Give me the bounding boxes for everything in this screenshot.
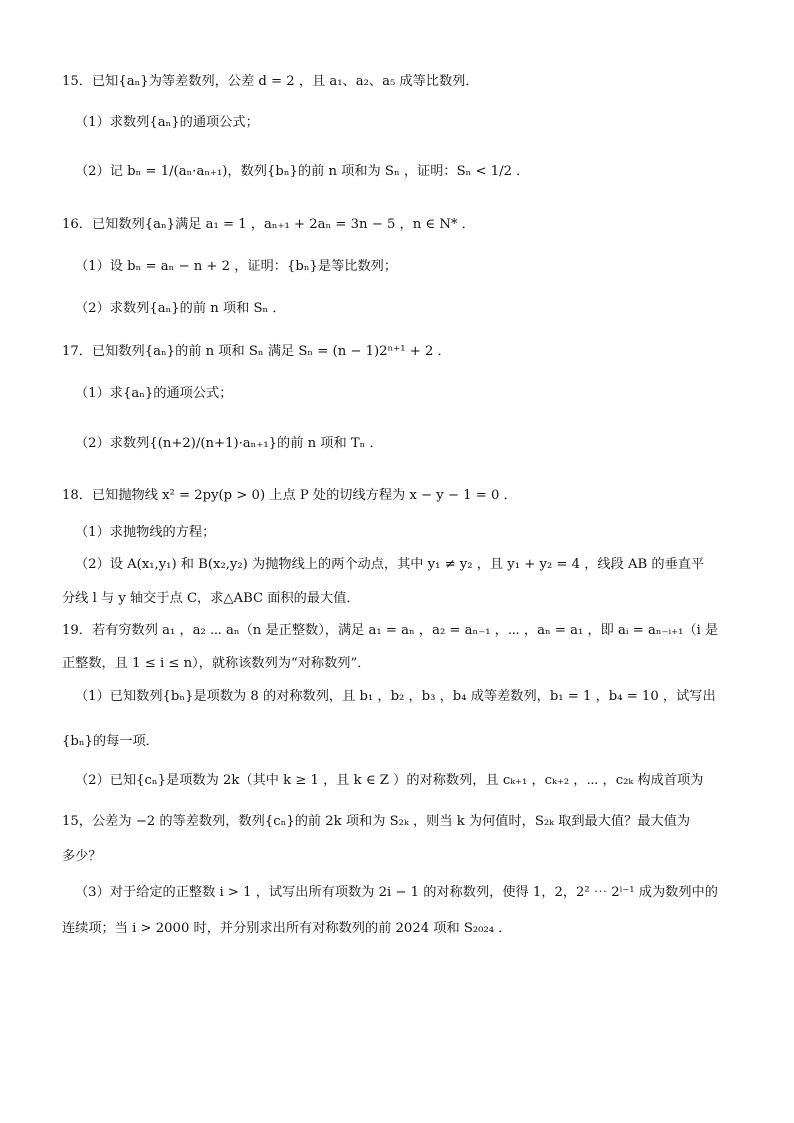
q17-part2: （2）求数列{(n+2)/(n+1)·aₙ₊₁}的前 n 项和 Tₙ ． — [75, 436, 383, 451]
q16-part1: （1）设 bₙ = aₙ − n + 2 ，证明：{bₙ}是等比数列； — [75, 259, 398, 274]
q18-part1: （1）求抛物线的方程； — [75, 525, 216, 540]
q19-part2-line1: （2）已知{cₙ}是项数为 2k（其中 k ≥ 1 ，且 k ∈ Z ）的对称数列，且 cₖ₊₁ ，cₖ₊₂ ，⋯ ，c₂ₖ 构成首项为 — [75, 773, 704, 788]
q16-part2: （2）求数列{aₙ}的前 n 项和 Sₙ ． — [75, 301, 286, 316]
q18-part2-line1: （2）设 A(x₁,y₁) 和 B(x₂,y₂) 为抛物线上的两个动点，其中 y₁ ≠ y₂ ，且 y₁ + y₂ = 4 ，线段 AB 的垂直平 — [75, 557, 705, 572]
q19-part3-line2: 连续项；当 i > 2000 时，并分别求出所有对称数列的前 2024 项和 S₂₀₂₄ ． — [62, 921, 512, 936]
q19-stem-line2: 正整数，且 1 ≤ i ≤ n），就称该数列为“对称数列”． — [62, 656, 371, 671]
q19-part3-line1: （3）对于给定的正整数 i > 1 ，试写出所有项数为 2i − 1 的对称数列，使得 1，2，2² ⋯ 2ⁱ⁻¹ 成为数列中的 — [75, 885, 718, 900]
q16-stem: 16．已知数列{aₙ}满足 a₁ = 1 ，aₙ₊₁ + 2aₙ = 3n − 5 ，n ∈ N* ． — [62, 217, 475, 232]
q15-part2: （2）记 bₙ = 1/(aₙ·aₙ₊₁)，数列{bₙ}的前 n 项和为 Sₙ ，证明：Sₙ < 1/2 ． — [75, 164, 530, 179]
q15-part1: （1）求数列{aₙ}的通项公式； — [75, 115, 259, 130]
q17-stem: 17．已知数列{aₙ}的前 n 项和 Sₙ 满足 Sₙ = (n − 1)2ⁿ⁺¹ + 2 ． — [62, 344, 451, 359]
q19-part1-line2: {bₙ}的每一项． — [62, 734, 159, 749]
q19-part2-line2: 15，公差为 −2 的等差数列，数列{cₙ}的前 2k 项和为 S₂ₖ ，则当 k 为何值时，S₂ₖ 取到最大值？最大值为 — [62, 814, 691, 829]
q17-part1: （1）求{aₙ}的通项公式； — [75, 386, 233, 401]
q19-part2-line3: 多少？ — [62, 849, 102, 864]
q18-stem: 18．已知抛物线 x² = 2py(p > 0) 上点 P 处的切线方程为 x − y − 1 = 0 ． — [62, 488, 517, 503]
q19-part1-line1: （1）已知数列{bₙ}是项数为 8 的对称数列，且 b₁ ，b₂ ，b₃ ，b₄ 成等差数列，b₁ = 1 ，b₄ = 10 ，试写出 — [75, 689, 716, 704]
q19-stem-line1: 19．若有穷数列 a₁ ，a₂ ⋯ aₙ（n 是正整数），满足 a₁ = aₙ ，a₂ = aₙ₋₁ ，⋯ ，aₙ = a₁ ，即 aᵢ = aₙ₋ᵢ₊₁（i 是 — [62, 623, 719, 638]
q15-stem: 15．已知{aₙ}为等差数列，公差 d = 2 ，且 a₁、a₂、a₅ 成等比数列． — [62, 74, 479, 89]
q18-part2-line2: 分线 l 与 y 轴交于点 C，求△ABC 面积的最大值． — [62, 591, 360, 606]
